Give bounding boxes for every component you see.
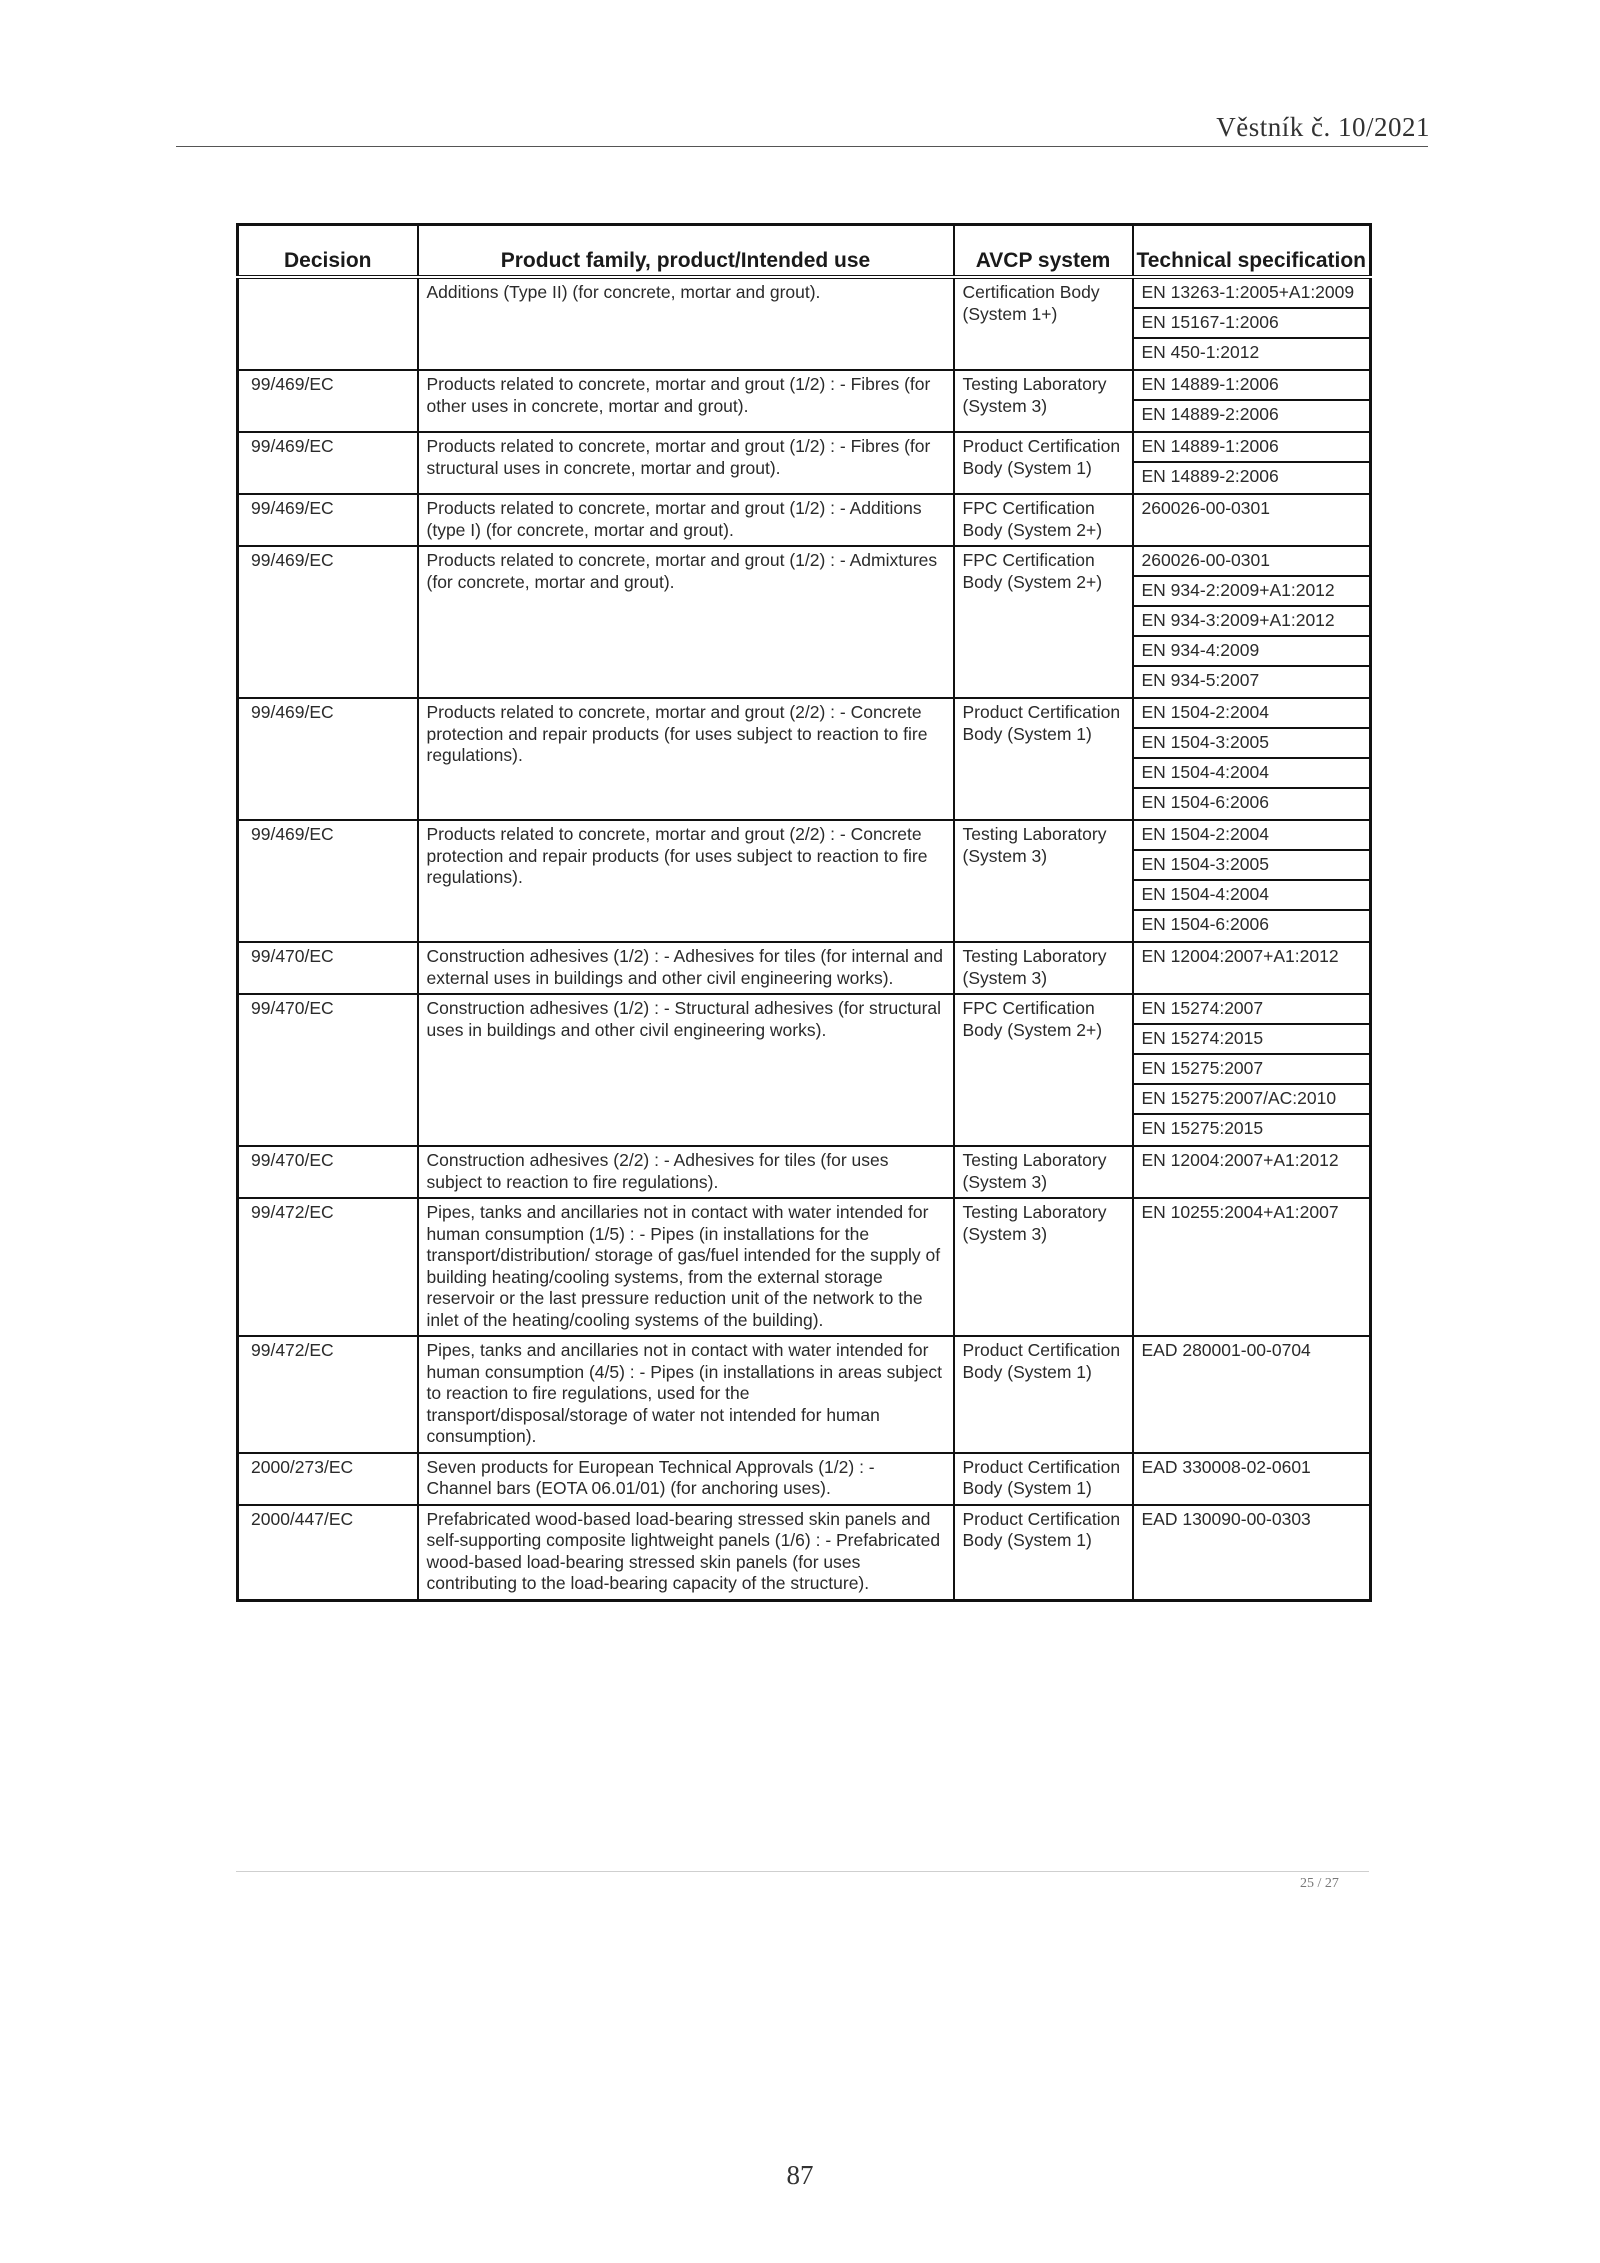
specification-item: EN 1504-3:2005 (1134, 729, 1370, 759)
specification-cell (1133, 994, 1371, 1146)
specification-cell (1133, 1146, 1371, 1198)
avcp-table (236, 223, 1372, 1602)
decision-cell (238, 277, 418, 370)
product-cell: Seven products for European Technical Approvals (1/2) : - Channel bars (EOTA 06.01/01) (for anchoring uses). (418, 1453, 954, 1505)
product-cell: Construction adhesives (1/2) : - Structural adhesives (for structural uses in buildings and other civil engineering works). (418, 994, 954, 1146)
table-row (238, 370, 1371, 432)
specification-item: EN 1504-2:2004 (1134, 699, 1370, 729)
table-row (238, 432, 1371, 494)
avcp-cell: Product Certification Body (System 1) (954, 698, 1133, 820)
specification-item: 260026-00-0301 (1134, 547, 1370, 577)
product-cell: Construction adhesives (2/2) : - Adhesives for tiles (for uses subject to reaction to fire regulations). (418, 1146, 954, 1198)
avcp-cell: Testing Laboratory (System 3) (954, 370, 1133, 432)
avcp-cell: Product Certification Body (System 1) (954, 1505, 1133, 1601)
specification-cell (1133, 1453, 1371, 1505)
specification-cell (1133, 698, 1371, 820)
table-row (238, 1146, 1371, 1198)
table-row (238, 546, 1371, 698)
page-number: 87 (786, 2160, 814, 2190)
specification-item: EN 10255:2004+A1:2007 (1141, 1202, 1339, 1222)
specification-cell (1133, 820, 1371, 942)
specification-item: EN 15275:2007/AC:2010 (1134, 1085, 1370, 1115)
product-cell: Construction adhesives (1/2) : - Adhesives for tiles (for internal and external uses in buildings and other civil engineering works). (418, 942, 954, 994)
specification-item: EN 1504-2:2004 (1134, 821, 1370, 851)
decision-cell: 99/469/EC (238, 698, 418, 820)
specification-item: EN 1504-4:2004 (1134, 759, 1370, 789)
specification-item: EN 15275:2015 (1141, 1118, 1264, 1138)
specification-item: EN 934-4:2009 (1134, 637, 1370, 667)
avcp-cell: Product Certification Body (System 1) (954, 1336, 1133, 1453)
specification-item: EN 13263-1:2005+A1:2009 (1134, 279, 1370, 309)
specification-cell (1133, 1336, 1371, 1453)
specification-item: EN 934-3:2009+A1:2012 (1134, 607, 1370, 637)
table-row (238, 1453, 1371, 1505)
specification-item: EN 12004:2007+A1:2012 (1141, 1150, 1339, 1170)
column-header-product: Product family, product/Intended use (418, 225, 954, 278)
header-divider (176, 146, 1428, 147)
product-cell: Products related to concrete, mortar and grout (1/2) : - Admixtures (for concrete, mortar and grout). (418, 546, 954, 698)
product-cell: Products related to concrete, mortar and grout (2/2) : - Concrete protection and repair products (for uses subject to reaction to fire regulations). (418, 820, 954, 942)
table-row (238, 698, 1371, 820)
decision-cell: 99/469/EC (238, 494, 418, 546)
product-cell: Products related to concrete, mortar and grout (1/2) : - Fibres (for other uses in concrete, mortar and grout). (418, 370, 954, 432)
specification-cell (1133, 432, 1371, 494)
bulletin-title: Věstník č. 10/2021 (1216, 112, 1430, 142)
table-row (238, 277, 1371, 370)
column-header-specification: Technical specification (1133, 225, 1371, 278)
decision-cell: 99/469/EC (238, 370, 418, 432)
decision-cell: 99/472/EC (238, 1198, 418, 1336)
product-cell: Pipes, tanks and ancillaries not in contact with water intended for human consumption (1/5) : - Pipes (in installations for the transport/distribution/ storage of gas/fuel intended for the supply of building heating/cooling systems, from the external storage reservoir or the last pressure reduction unit of the network to the inlet of the heating/cooling systems of the building). (418, 1198, 954, 1336)
specification-item: EAD 130090-00-0303 (1141, 1508, 1311, 1529)
product-cell: Products related to concrete, mortar and grout (2/2) : - Concrete protection and repair products (for uses subject to reaction to fire regulations). (418, 698, 954, 820)
avcp-cell: Product Certification Body (System 1) (954, 432, 1133, 494)
specification-item: EN 14889-1:2006 (1134, 371, 1370, 401)
specification-cell (1133, 370, 1371, 432)
avcp-cell: Certification Body (System 1+) (954, 277, 1133, 370)
table-body (238, 277, 1371, 1600)
specification-item: EN 450-1:2012 (1141, 342, 1260, 362)
avcp-cell: Testing Laboratory (System 3) (954, 942, 1133, 994)
product-cell: Prefabricated wood-based load-bearing stressed skin panels and self-supporting composite lightweight panels (1/6) : - Prefabricated wood-based load-bearing stressed skin panels (for uses contributing to the load-bearing capacity of the structure). (418, 1505, 954, 1601)
specification-item: EN 934-2:2009+A1:2012 (1134, 577, 1370, 607)
decision-cell: 2000/273/EC (238, 1453, 418, 1505)
table-row (238, 994, 1371, 1146)
specification-item: EN 14889-2:2006 (1141, 404, 1279, 424)
decision-cell: 2000/447/EC (238, 1505, 418, 1601)
decision-cell: 99/469/EC (238, 546, 418, 698)
avcp-cell: FPC Certification Body (System 2+) (954, 546, 1133, 698)
decision-cell: 99/470/EC (238, 942, 418, 994)
specification-item: EN 15275:2007 (1134, 1055, 1370, 1085)
decision-cell: 99/469/EC (238, 432, 418, 494)
specification-item: EN 12004:2007+A1:2012 (1141, 946, 1339, 966)
avcp-cell: Product Certification Body (System 1) (954, 1453, 1133, 1505)
specification-cell (1133, 277, 1371, 370)
product-cell: Products related to concrete, mortar and grout (1/2) : - Additions (type I) (for concrete, mortar and grout). (418, 494, 954, 546)
decision-cell: 99/470/EC (238, 1146, 418, 1198)
table-header-row (238, 225, 1371, 278)
product-cell: Pipes, tanks and ancillaries not in contact with water intended for human consumption (4/5) : - Pipes (in installations in areas subject to reaction to fire regulations, used for the transport/disposal/storage of water not intended for human consumption). (418, 1336, 954, 1453)
avcp-cell: Testing Laboratory (System 3) (954, 820, 1133, 942)
avcp-cell: FPC Certification Body (System 2+) (954, 494, 1133, 546)
product-cell: Products related to concrete, mortar and grout (1/2) : - Fibres (for structural uses in concrete, mortar and grout). (418, 432, 954, 494)
avcp-cell: FPC Certification Body (System 2+) (954, 994, 1133, 1146)
specification-cell (1133, 494, 1371, 546)
specification-item: EN 1504-6:2006 (1141, 914, 1269, 934)
table-row (238, 820, 1371, 942)
specification-cell (1133, 1198, 1371, 1336)
specification-cell (1133, 546, 1371, 698)
table-row (238, 1505, 1371, 1601)
specification-item: EN 15274:2007 (1134, 995, 1370, 1025)
specification-item: 260026-00-0301 (1141, 498, 1270, 518)
specification-cell (1133, 942, 1371, 994)
specification-item: EN 15167-1:2006 (1134, 309, 1370, 339)
column-header-decision: Decision (238, 225, 418, 278)
decision-cell: 99/469/EC (238, 820, 418, 942)
specification-item: EAD 330008-02-0601 (1141, 1456, 1311, 1477)
specification-item: EAD 280001-00-0704 (1141, 1340, 1311, 1360)
specification-item: EN 1504-3:2005 (1134, 851, 1370, 881)
specification-item: EN 1504-4:2004 (1134, 881, 1370, 911)
table-row (238, 494, 1371, 546)
specification-item: EN 1504-6:2006 (1141, 792, 1269, 812)
table-row (238, 942, 1371, 994)
table-row (238, 1336, 1371, 1453)
decision-cell: 99/470/EC (238, 994, 418, 1146)
specification-item: EN 14889-1:2006 (1134, 433, 1370, 463)
column-header-avcp: AVCP system (954, 225, 1133, 278)
specification-item: EN 14889-2:2006 (1141, 466, 1279, 486)
product-cell: Additions (Type II) (for concrete, mortar and grout). (418, 277, 954, 370)
specification-item: EN 934-5:2007 (1141, 670, 1260, 690)
footer-divider (236, 1871, 1369, 1872)
avcp-cell: Testing Laboratory (System 3) (954, 1198, 1133, 1336)
avcp-cell: Testing Laboratory (System 3) (954, 1146, 1133, 1198)
specification-cell (1133, 1505, 1371, 1601)
table-row (238, 1198, 1371, 1336)
page-of-indicator: 25 / 27 (1300, 1876, 1339, 1891)
specification-item: EN 15274:2015 (1134, 1025, 1370, 1055)
decision-cell: 99/472/EC (238, 1336, 418, 1453)
